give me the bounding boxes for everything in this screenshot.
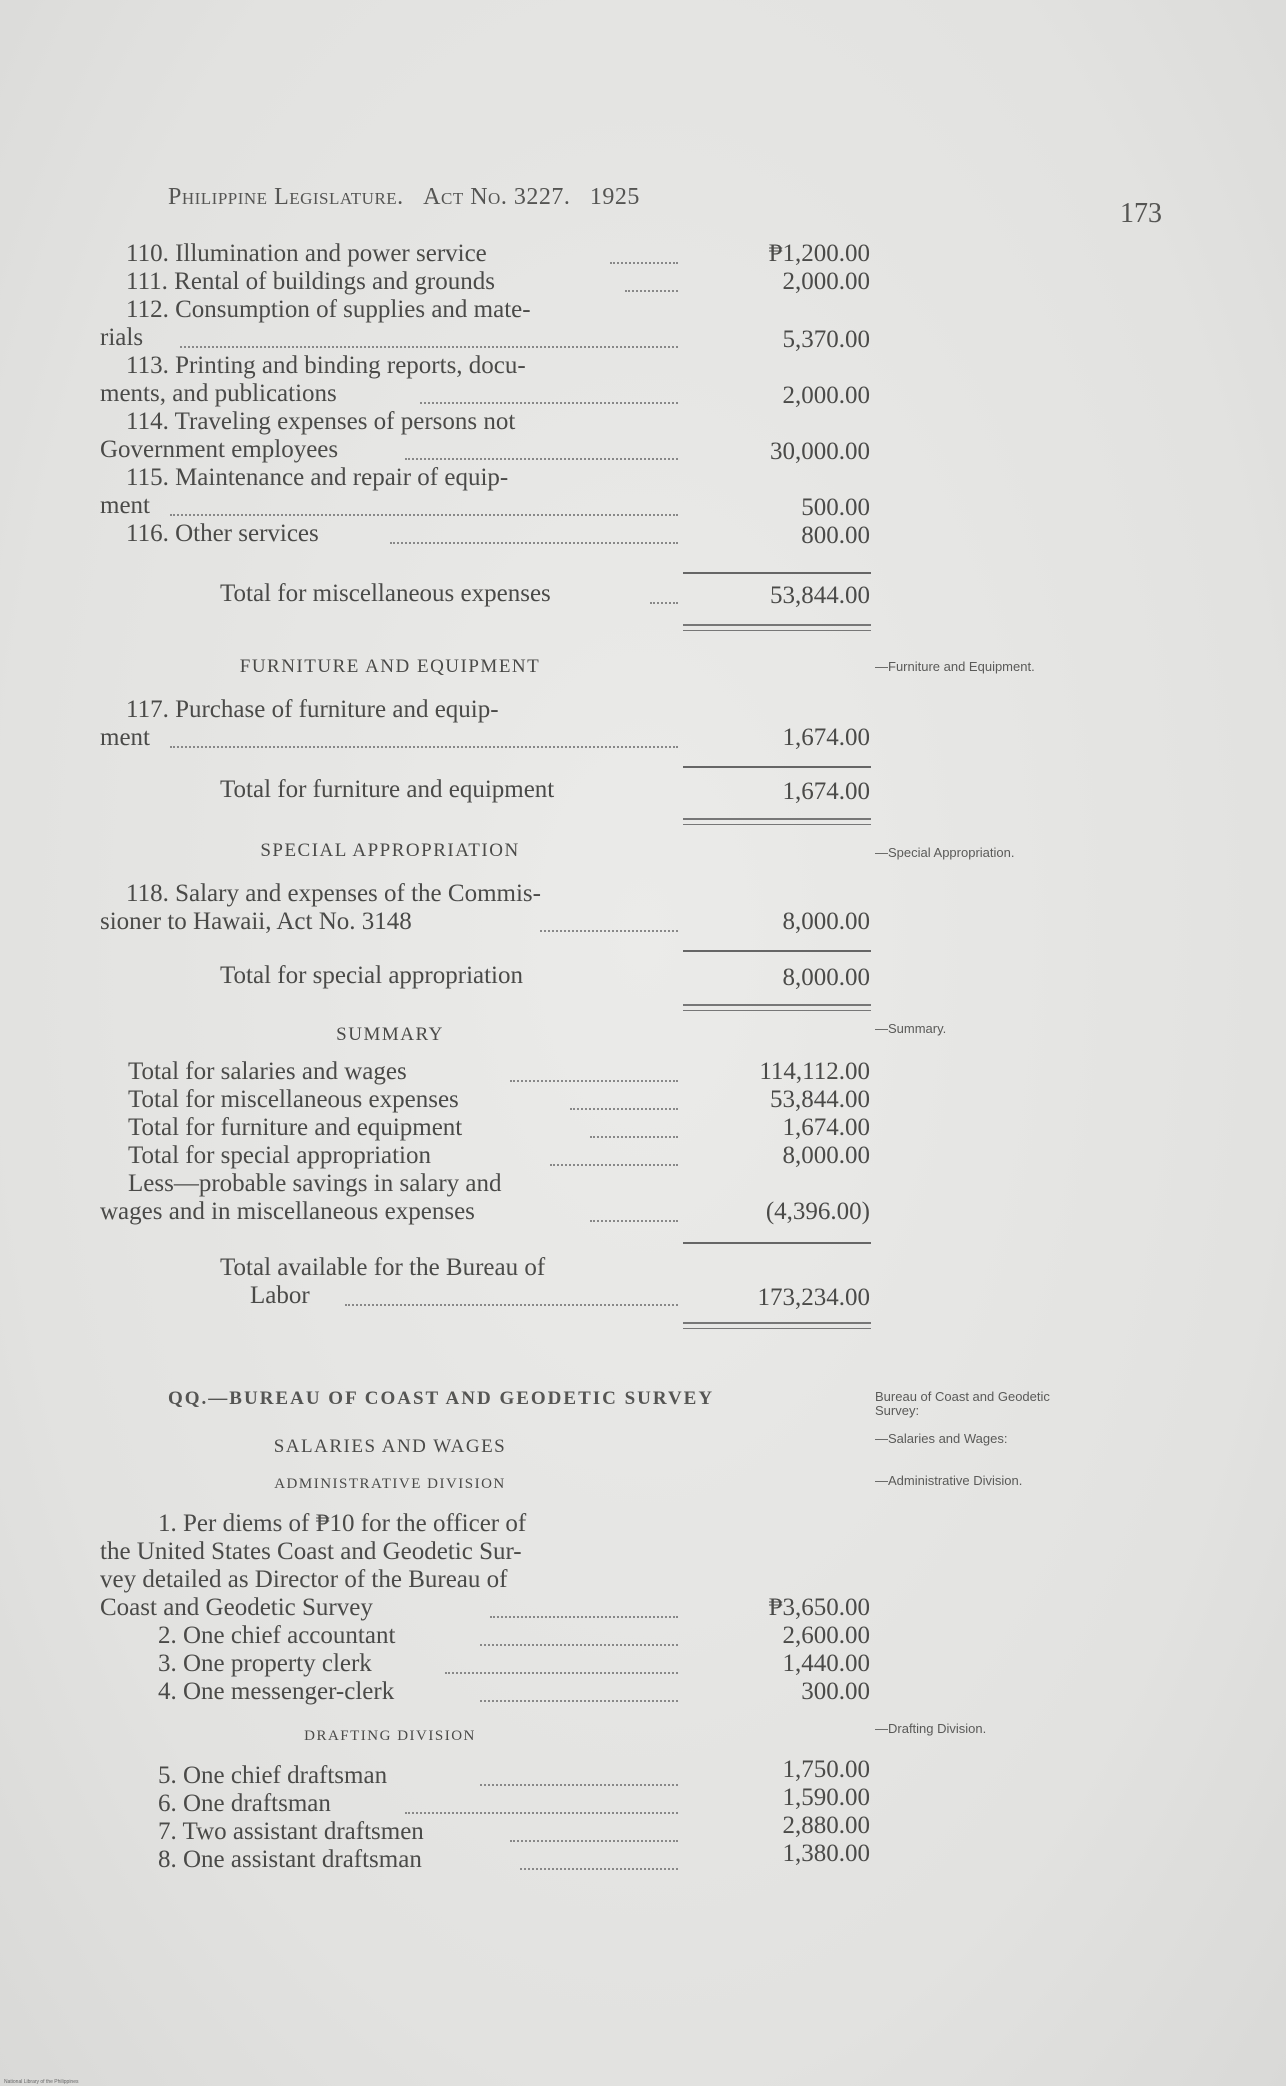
drafting-item-5-label: 5. One chief draftsman	[158, 1762, 388, 1789]
summary-total-amount: 173,234.00	[757, 1284, 870, 1311]
furniture-heading: FURNITURE AND EQUIPMENT	[239, 656, 541, 677]
leader-dots	[570, 1108, 678, 1110]
admin-item-4-amount: 300.00	[801, 1678, 870, 1705]
misc-item-111-amount: 2,000.00	[782, 268, 870, 295]
special-total-label: Total for special appropriation	[220, 962, 524, 989]
running-header	[168, 184, 640, 211]
special-item-118-label: 118. Salary and expenses of the Commis-	[126, 880, 541, 907]
misc-total-label: Total for miscellaneous expenses	[220, 580, 551, 607]
misc-item-110-amount: ₱1,200.00	[768, 240, 870, 267]
special-heading: SPECIAL APPROPRIATION	[260, 840, 520, 861]
header-year: 1925	[589, 184, 640, 210]
admin-item-1-line3: vey detailed as Director of the Bureau of	[100, 1566, 508, 1593]
summary-row-salaries-label: Total for salaries and wages	[128, 1058, 407, 1085]
misc-item-116-amount: 800.00	[801, 522, 870, 549]
admin-item-1-line4: Coast and Geodetic Survey	[100, 1594, 373, 1621]
page-number: 173	[1120, 198, 1162, 229]
leader-dots	[405, 1812, 678, 1814]
admin-item-4-label: 4. One messenger-clerk	[158, 1678, 395, 1705]
misc-item-112-label: 112. Consumption of supplies and mate-	[126, 296, 531, 323]
total-double-rule	[683, 630, 871, 631]
header-legislature: Philippine Legislature.	[168, 184, 404, 210]
subtotal-rule	[683, 766, 871, 768]
furniture-total-label: Total for furniture and equipment	[220, 776, 555, 803]
leader-dots	[625, 290, 678, 292]
furniture-total-amount: 1,674.00	[782, 778, 870, 805]
misc-item-111-label: 111. Rental of buildings and grounds	[126, 268, 495, 295]
misc-item-110-label: 110. Illumination and power service	[126, 240, 487, 267]
summary-heading: SUMMARY	[336, 1024, 444, 1045]
drafting-item-6-label: 6. One draftsman	[158, 1790, 331, 1817]
misc-item-115-amount: 500.00	[801, 494, 870, 521]
scan-footer: National Library of the Philippines	[4, 2079, 79, 2085]
subtotal-rule	[683, 950, 871, 952]
misc-item-114-amount: 30,000.00	[770, 438, 870, 465]
leader-dots	[170, 746, 678, 748]
summary-row-misc-amount: 53,844.00	[770, 1086, 870, 1113]
furniture-item-117-label: 117. Purchase of furniture and equip-	[126, 696, 499, 723]
special-margin-note: —Special Appropriation.	[875, 845, 1015, 860]
leader-dots	[480, 1784, 678, 1786]
total-double-rule	[683, 824, 871, 825]
misc-item-112-amount: 5,370.00	[782, 326, 870, 353]
misc-item-113-label: 113. Printing and binding reports, docu-	[126, 352, 526, 379]
drafting-division-heading: DRAFTING DIVISION	[304, 1728, 476, 1744]
drafting-item-8-amount: 1,380.00	[782, 1840, 870, 1867]
misc-item-113-amount: 2,000.00	[782, 382, 870, 409]
summary-row-furniture-amount: 1,674.00	[782, 1114, 870, 1141]
total-double-rule	[683, 624, 871, 626]
misc-item-116-label: 116. Other services	[126, 520, 319, 547]
leader-dots	[590, 1136, 678, 1138]
misc-total-amount: 53,844.00	[770, 582, 870, 609]
admin-item-3-label: 3. One property clerk	[158, 1650, 372, 1677]
misc-item-114-label-cont: Government employees	[100, 436, 339, 463]
subtotal-rule	[683, 1242, 871, 1244]
admin-item-1-line1: 1. Per diems of ₱10 for the officer of	[158, 1510, 527, 1537]
drafting-item-8-label: 8. One assistant draftsman	[158, 1846, 422, 1873]
leader-dots	[490, 1616, 678, 1618]
leader-dots	[480, 1700, 678, 1702]
bureau-margin-note: Bureau of Coast and Geodetic Survey:	[875, 1389, 1050, 1418]
furniture-item-117-amount: 1,674.00	[782, 724, 870, 751]
misc-item-114-label: 114. Traveling expenses of persons not	[126, 408, 516, 435]
summary-less-amount: (4,396.00)	[765, 1198, 870, 1225]
leader-dots	[345, 1304, 678, 1306]
leader-dots	[650, 602, 678, 604]
summary-row-special-label: Total for special appropriation	[128, 1142, 432, 1169]
summary-row-misc-label: Total for miscellaneous expenses	[128, 1086, 459, 1113]
leader-dots	[550, 1164, 678, 1166]
admin-margin-note: —Administrative Division.	[875, 1473, 1023, 1488]
leader-dots	[180, 346, 678, 348]
misc-item-115-label: 115. Maintenance and repair of equip-	[126, 464, 509, 491]
drafting-margin-note: —Drafting Division.	[875, 1721, 987, 1736]
summary-row-furniture-label: Total for furniture and equipment	[128, 1114, 463, 1141]
leader-dots	[405, 458, 678, 460]
leader-dots	[590, 1220, 678, 1222]
admin-item-2-amount: 2,600.00	[782, 1622, 870, 1649]
misc-item-113-label-cont: ments, and publications	[100, 380, 337, 407]
summary-margin-note: —Summary.	[875, 1021, 947, 1036]
leader-dots	[480, 1644, 678, 1646]
leader-dots	[390, 542, 678, 544]
drafting-item-6-amount: 1,590.00	[782, 1784, 870, 1811]
salaries-heading: SALARIES AND WAGES	[273, 1436, 507, 1457]
leader-dots	[540, 930, 678, 932]
subtotal-rule	[683, 572, 871, 574]
total-double-rule	[683, 1004, 871, 1006]
header-act: Act No. 3227.	[423, 184, 571, 210]
leader-dots	[445, 1672, 678, 1674]
admin-item-1-amount: ₱3,650.00	[768, 1594, 870, 1621]
admin-item-3-amount: 1,440.00	[782, 1650, 870, 1677]
admin-item-1-line2: the United States Coast and Geodetic Sur-	[100, 1538, 522, 1565]
leader-dots	[610, 262, 678, 264]
admin-division-heading: ADMINISTRATIVE DIVISION	[274, 1476, 506, 1492]
summary-row-salaries-amount: 114,112.00	[759, 1058, 870, 1085]
leader-dots	[420, 402, 678, 404]
leader-dots	[510, 1840, 678, 1842]
special-total-amount: 8,000.00	[782, 964, 870, 991]
total-double-rule	[683, 1322, 871, 1324]
summary-less-label-cont: wages and in miscellaneous expenses	[100, 1198, 475, 1225]
furniture-margin-note: —Furniture and Equipment.	[875, 659, 1035, 674]
total-double-rule	[683, 818, 871, 820]
bureau-heading: QQ.—BUREAU OF COAST AND GEODETIC SURVEY	[168, 1388, 715, 1409]
leader-dots	[510, 1080, 678, 1082]
drafting-item-7-label: 7. Two assistant draftsmen	[158, 1818, 424, 1845]
misc-item-115-label-cont: ment	[100, 492, 150, 519]
special-item-118-label-cont: sioner to Hawaii, Act No. 3148	[100, 908, 412, 935]
drafting-item-7-amount: 2,880.00	[782, 1812, 870, 1839]
summary-total-label: Total available for the Bureau of	[220, 1254, 546, 1281]
total-double-rule	[683, 1010, 871, 1011]
leader-dots	[170, 514, 678, 516]
summary-less-label: Less—probable savings in salary and	[128, 1170, 502, 1197]
summary-total-label-cont: Labor	[250, 1282, 310, 1309]
drafting-item-5-amount: 1,750.00	[782, 1756, 870, 1783]
summary-row-special-amount: 8,000.00	[782, 1142, 870, 1169]
special-item-118-amount: 8,000.00	[782, 908, 870, 935]
admin-item-2-label: 2. One chief accountant	[158, 1622, 396, 1649]
furniture-item-117-label-cont: ment	[100, 724, 150, 751]
total-double-rule	[683, 1328, 871, 1329]
misc-item-112-label-cont: rials	[100, 324, 144, 351]
salaries-margin-note: —Salaries and Wages:	[875, 1431, 1008, 1446]
leader-dots	[520, 1868, 678, 1870]
